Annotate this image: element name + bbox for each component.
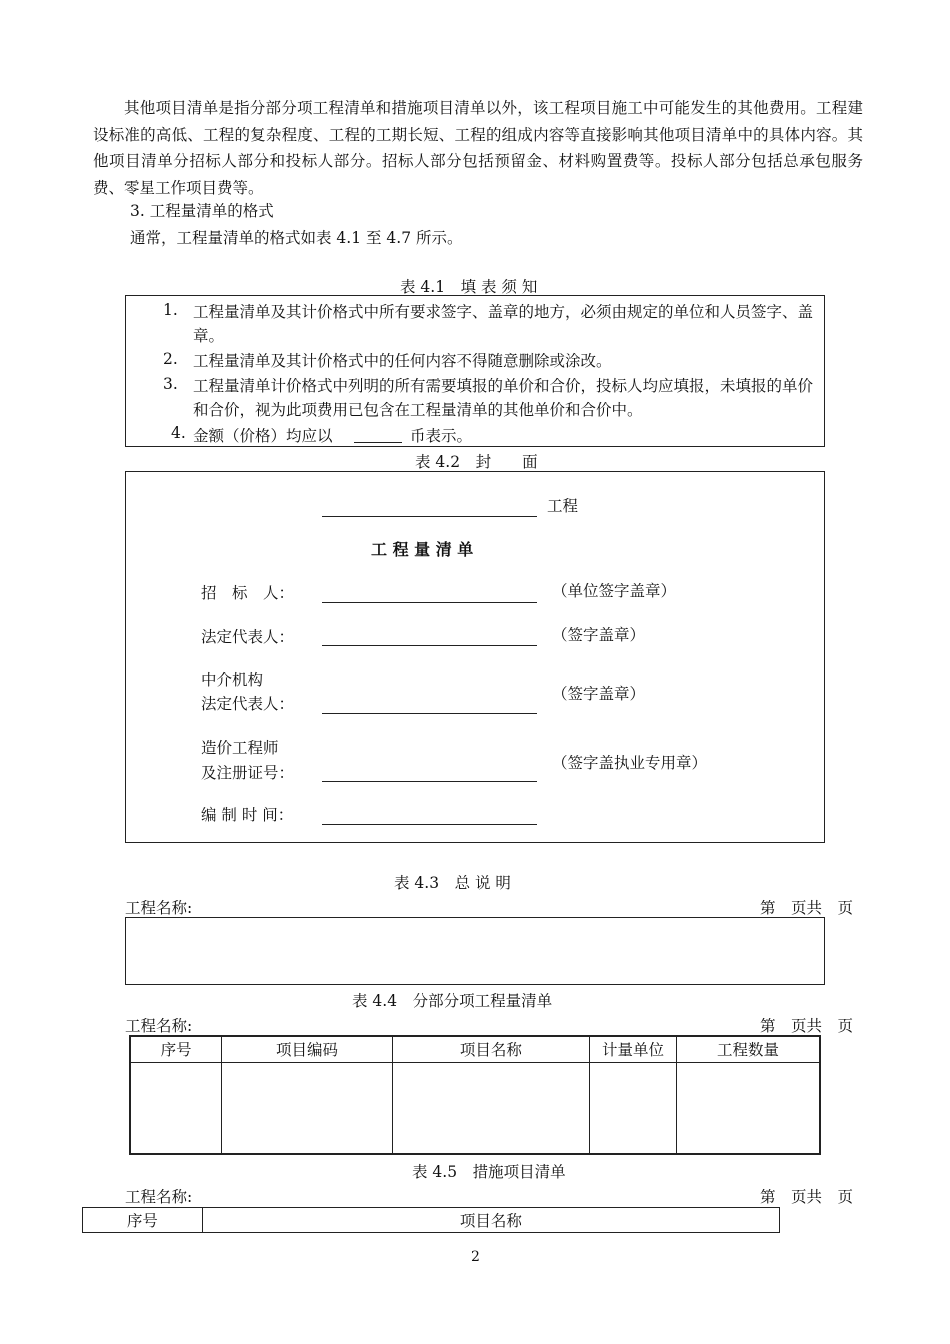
agency-blank <box>322 713 537 714</box>
table44-caption: 表 4.4 分部分项工程量清单 <box>352 992 553 1010</box>
t44-header-unit: 计量单位 <box>590 1036 677 1062</box>
table-cell <box>130 1062 222 1154</box>
legal-rep-label: 法定代表人： <box>201 628 295 646</box>
table42-box <box>125 471 825 843</box>
table41-caption: 表 4.1 填 表 须 知 <box>400 278 538 296</box>
table41-box <box>125 295 825 447</box>
table45-caption: 表 4.5 措施项目清单 <box>412 1163 566 1181</box>
date-label: 编 制 时 间： <box>201 806 294 824</box>
intro-line: 通常，工程量清单的格式如表 4.1 至 4.7 所示。 <box>130 229 463 247</box>
bidder-blank <box>322 602 537 603</box>
cost-engineer-note: （签字盖执业专用章） <box>552 754 708 772</box>
t41-text-3: 工程量清单计价格式中列明的所有需要填报的单价和合价，投标人均应填报，未填报的单价和合价，视为此项费用已包含在工程量清单的其他单价和合价中。 <box>193 377 814 419</box>
agency-label-1: 中介机构 <box>201 671 264 689</box>
t44-header-name: 项目名称 <box>392 1036 589 1062</box>
table-row <box>130 1062 820 1154</box>
table45 <box>82 1207 780 1233</box>
cover-title: 工 程 量 清 单 <box>371 540 474 559</box>
t44-page: 第 页共 页 <box>760 1017 854 1035</box>
cost-engineer-label-1: 造价工程师 <box>201 739 279 757</box>
legal-rep-note: （签字盖章） <box>552 626 646 644</box>
t45-header-name: 项目名称 <box>202 1208 779 1233</box>
table42-caption: 表 4.2 封 面 <box>415 453 538 471</box>
t45-project-name: 工程名称: <box>125 1188 193 1206</box>
table43-caption: 表 4.3 总 说 明 <box>394 874 511 892</box>
t41-text-2: 工程量清单及其计价格式中的任何内容不得随意删除或涂改。 <box>193 352 612 370</box>
table43-box <box>125 917 825 985</box>
page-number: 2 <box>471 1249 480 1265</box>
t44-header-qty: 工程数量 <box>676 1036 820 1062</box>
t45-page: 第 页共 页 <box>760 1188 854 1206</box>
bidder-note: （单位签字盖章） <box>552 582 677 600</box>
table-cell <box>676 1062 820 1154</box>
t41-num-3: 3. <box>163 375 178 393</box>
table-cell <box>590 1062 677 1154</box>
agency-label-2: 法定代表人： <box>201 695 295 713</box>
t41-num-1: 1. <box>163 301 178 319</box>
currency-blank <box>354 442 402 443</box>
t41-text-4a: 金额（价格）均应以 <box>193 427 333 445</box>
table-cell <box>222 1062 392 1154</box>
t41-num-2: 2. <box>163 350 178 368</box>
t43-page: 第 页共 页 <box>760 899 854 917</box>
table44 <box>129 1035 821 1155</box>
bidder-label: 招 标 人： <box>201 584 295 602</box>
t44-header-code: 项目编码 <box>222 1036 392 1062</box>
project-name-blank <box>322 516 537 517</box>
cost-engineer-blank <box>322 781 537 782</box>
date-blank <box>322 824 537 825</box>
legal-rep-blank <box>322 645 537 646</box>
section-heading: 3. 工程量清单的格式 <box>130 202 274 220</box>
cost-engineer-label-2: 及注册证号： <box>201 764 295 782</box>
intro-paragraph: 其他项目清单是指分部分项工程清单和措施项目清单以外，该工程项目施工中可能发生的其他费用。工程建设标准的高低、工程的复杂程度、工程的工期长短、工程的组成内容等直接影响其他项目清单中的具体内容。其他项目清单分招标人部分和投标人部分。招标人部分包括预留金、材料购置费等。投标人部分包括总承包服务费、零星工作项目费等。 <box>93 99 863 197</box>
t43-project-name: 工程名称: <box>125 899 193 917</box>
table-cell <box>392 1062 589 1154</box>
t41-text-4b: 币表示。 <box>410 427 473 445</box>
t44-header-seq: 序号 <box>130 1036 222 1062</box>
project-suffix: 工程 <box>547 497 579 515</box>
t45-header-seq: 序号 <box>83 1208 203 1233</box>
agency-note: （签字盖章） <box>552 685 646 703</box>
t44-project-name: 工程名称: <box>125 1017 193 1035</box>
t41-num-4: 4. <box>171 424 186 442</box>
t41-text-1: 工程量清单及其计价格式中所有要求签字、盖章的地方，必须由规定的单位和人员签字、盖章。 <box>193 303 814 345</box>
